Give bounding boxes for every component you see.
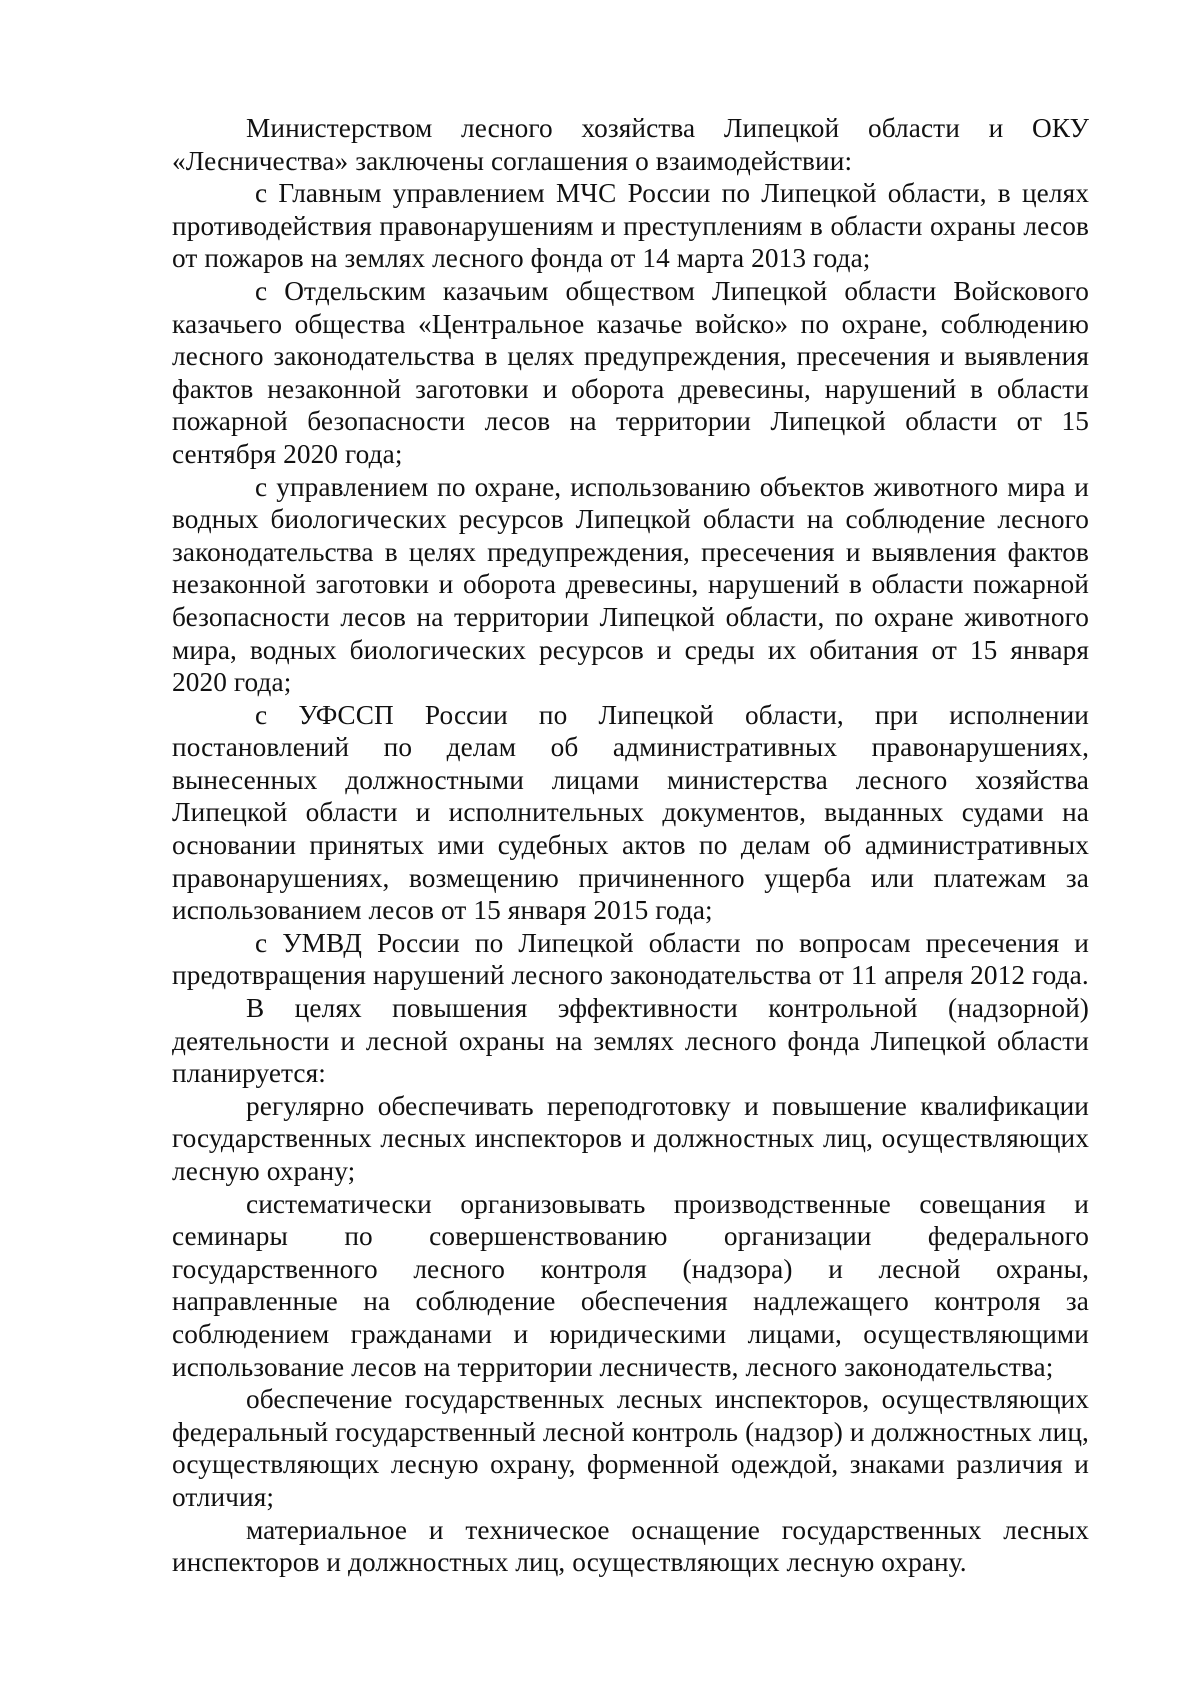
paragraph-plan-seminars: систематически организовывать производственные совещания и семинары по совершенствованию организации федерального государственного лесного контроля (надзора) и лесной охраны, направленные на соблюдение обеспечения надлежащего контроля за соблюдением гражданами и юридическими лицами, осуществляющими использование лесов на территории лесничеств, лесного законодательства;	[172, 1188, 1089, 1382]
document-body	[172, 112, 1089, 1579]
paragraph-intro: Министерством лесного хозяйства Липецкой области и ОКУ «Лесничества» заключены соглашения о взаимодействии:	[172, 113, 1089, 176]
paragraph-plans-intro: В целях повышения эффективности контрольной (надзорной) деятельности и лесной охраны на землях лесного фонда Липецкой области планируется:	[172, 993, 1089, 1089]
paragraph-plan-equipment: материальное и техническое оснащение государственных лесных инспекторов и должностных лиц, осуществляющих лесную охрану.	[172, 1514, 1089, 1578]
paragraph-agreement-ufssp: с УФССП России по Липецкой области, при исполнении постановлений по делам об административных правонарушениях, вынесенных должностными лицами министерства лесного хозяйства Липецкой области и исполнительных документов, выданных судами на основании принятых ими судебных актов по делам об административных правонарушениях, возмещению причиненного ущерба или платежам за использованием лесов от 15 января 2015 года;	[172, 699, 1089, 926]
paragraph-agreement-mchs: с Главным управлением МЧС России по Липецкой области, в целях противодействия правонарушениям и преступлениям в области охраны лесов от пожаров на землях лесного фонда от 14 марта 2013 года;	[172, 178, 1089, 274]
paragraph-plan-uniform: обеспечение государственных лесных инспекторов, осуществляющих федеральный государственный лесной контроль (надзор) и должностных лиц, осуществляющих лесную охрану, форменной одеждой, знаками различия и отличия;	[172, 1384, 1089, 1512]
paragraph-agreement-wildlife: с управлением по охране, использованию объектов животного мира и водных биологических ресурсов Липецкой области на соблюдение лесного законодательства в целях предупреждения, пресечения и выявления фактов незаконной заготовки и оборота древесины, нарушений в области пожарной безопасности лесов на территории Липецкой области, по охране животного мира, водных биологических ресурсов и среды их обитания от 15 января 2020 года;	[172, 471, 1089, 698]
paragraph-agreement-umvd: с УМВД России по Липецкой области по вопросам пресечения и предотвращения нарушений лесного законодательства от 11 апреля 2012 года.	[172, 927, 1089, 991]
paragraph-agreement-cossack: с Отдельским казачьим обществом Липецкой области Войскового казачьего общества «Центральное казачье войско» по охране, соблюдению лесного законодательства в целях предупреждения, пресечения и выявления фактов незаконной заготовки и оборота древесины, нарушений в области пожарной безопасности лесов на территории Липецкой области от 15 сентября 2020 года;	[172, 275, 1089, 469]
paragraph-plan-training: регулярно обеспечивать переподготовку и повышение квалификации государственных лесных инспекторов и должностных лиц, осуществляющих лесную охрану;	[172, 1090, 1089, 1186]
